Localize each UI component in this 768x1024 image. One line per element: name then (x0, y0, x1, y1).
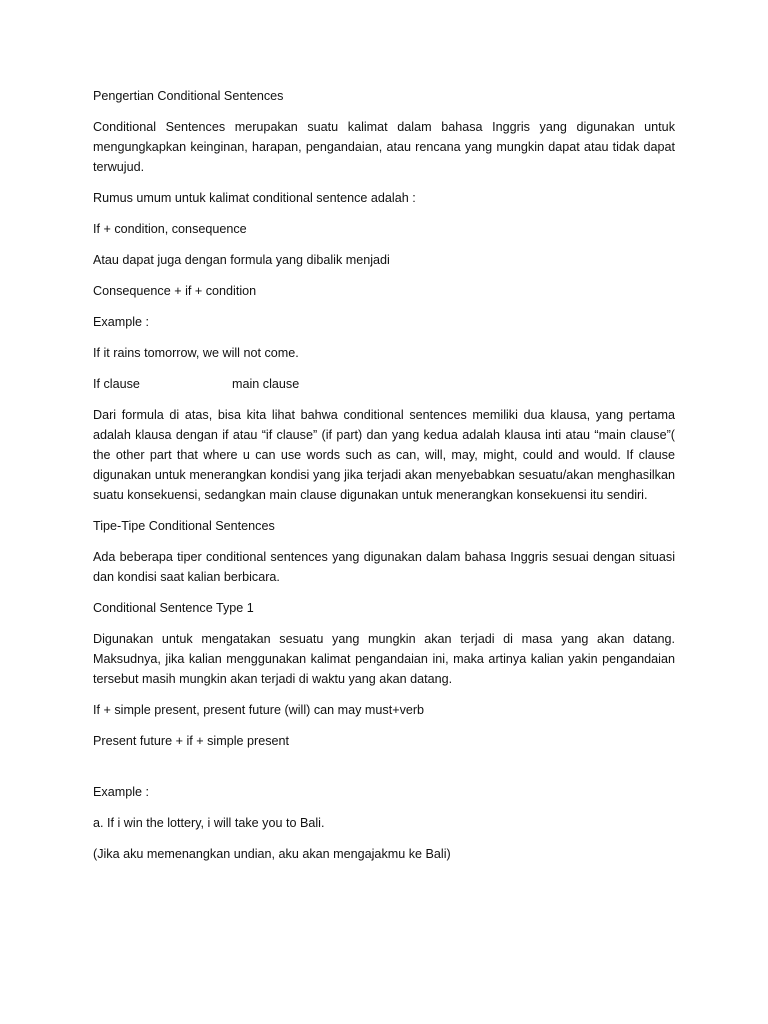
example-sentence: If it rains tomorrow, we will not come. (93, 346, 299, 360)
types-intro-paragraph: Ada beberapa tiper conditional sentences yang digunakan dalam bahasa Inggris sesuai dengan situasi dan kondisi saat kalian berbicara. (93, 550, 675, 584)
formula-1: If + condition, consequence (93, 222, 247, 236)
formula-alt-intro: Atau dapat juga dengan formula yang dibalik menjadi (93, 253, 390, 267)
type1-formula-1: If + simple present, present future (will) can may must+verb (93, 703, 425, 717)
intro-paragraph: Conditional Sentences merupakan suatu kalimat dalam bahasa Inggris yang digunakan untuk mengungkapkan keinginan, harapan, pengandaian, atau rencana yang mungkin dapat atau tidak dapat terwujud. (93, 120, 675, 174)
document-title: Pengertian Conditional Sentences (93, 89, 284, 103)
formula-2: Consequence + if + condition (93, 284, 257, 298)
type1-formula-2: Present future + if + simple present (93, 734, 290, 748)
example-label: Example : (93, 315, 149, 329)
type1-example-a: a. If i win the lottery, i will take you to Bali. (93, 816, 325, 830)
explanation-paragraph: Dari formula di atas, bisa kita lihat bahwa conditional sentences memiliki dua klausa, yang pertama adalah klausa dengan if atau “if clause” (if part) dan yang kedua adalah klausa inti atau “main clause”( the other part that where u can use words such as can, will, may, might, could and would. If clause digunakan untuk menerangkan kondisi yang jika terjadi akan menyebabkan sesuatu/akan menghasilkan suatu konsekuensi, sedangkan main clause digunakan untuk menerangkan konsekuensi itu sendiri. (93, 408, 675, 502)
type1-example-label: Example : (93, 785, 149, 799)
if-clause-label: If clause (93, 377, 140, 391)
main-clause-label: main clause (232, 377, 300, 391)
document-page (93, 86, 675, 875)
type1-heading: Conditional Sentence Type 1 (93, 601, 254, 615)
clause-labels (93, 374, 675, 394)
types-heading: Tipe-Tipe Conditional Sentences (93, 519, 275, 533)
formula-intro: Rumus umum untuk kalimat conditional sentence adalah : (93, 191, 416, 205)
type1-example-a-translation: (Jika aku memenangkan undian, aku akan mengajakmu ke Bali) (93, 847, 451, 861)
type1-description: Digunakan untuk mengatakan sesuatu yang mungkin akan terjadi di masa yang akan datang. Maksudnya, jika kalian menggunakan kalimat pengandaian ini, maka artinya kalian yakin pengandaian tersebut masih mungkin akan terjadi di waktu yang akan datang. (93, 632, 675, 686)
